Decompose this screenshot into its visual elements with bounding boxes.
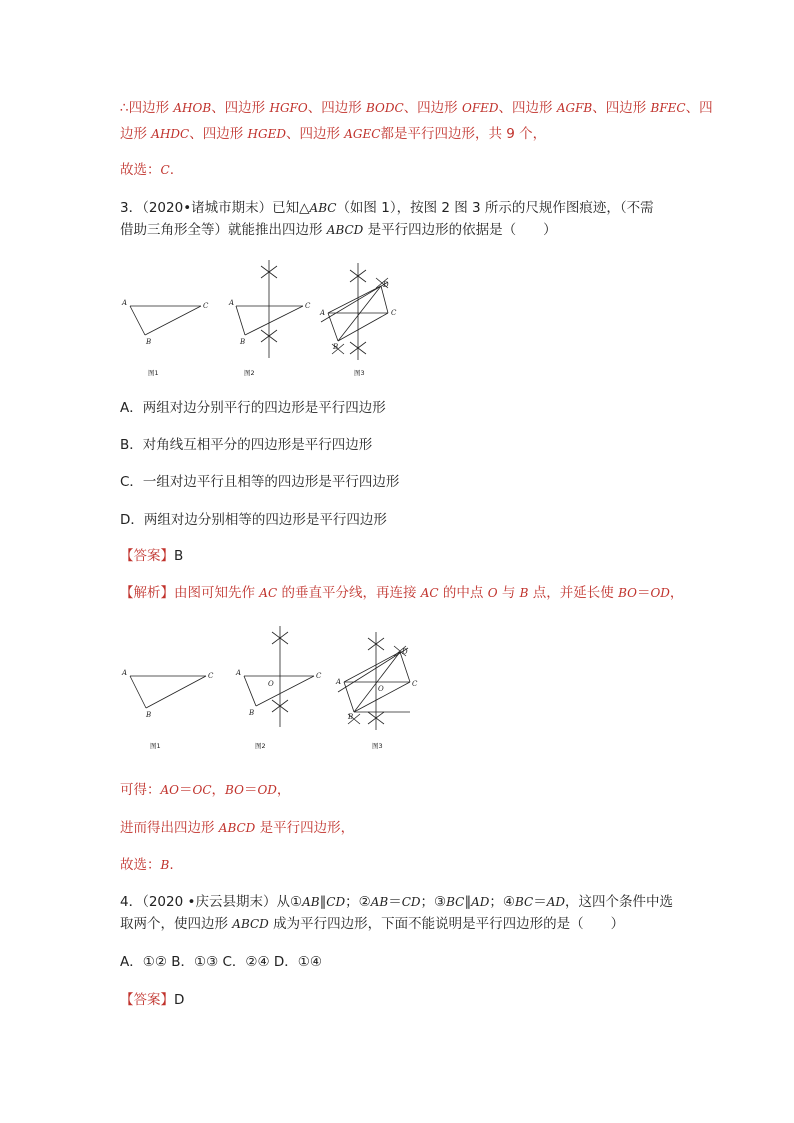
fig1-label-c: C: [203, 302, 209, 310]
ans2-line-1: ∴四边形 AHOB、四边形 HGFO、四边形 BODC、四边形 OFED、四边形 AGFB、四边形 BFEC、四: [120, 100, 713, 116]
afig2-label-o: O: [268, 680, 274, 688]
afig2-label-b: B: [249, 709, 255, 717]
afig2-caption: 图2: [255, 742, 266, 750]
figure-2-construction: [236, 260, 303, 358]
fig2-label-a: A: [229, 299, 235, 307]
fig3-label-c: C: [391, 309, 397, 317]
afig3-label-o: O: [378, 685, 384, 693]
afig3-caption: 图3: [372, 742, 383, 750]
analysis-figure-1: [130, 676, 206, 708]
fig2-label-b: B: [240, 338, 246, 346]
q3-stem-line-1: 3．（2020•诸城市期末）已知△ABC（如图 1），按图 2 图 3 所示的尺规作图痕迹，（不需: [120, 200, 654, 216]
q3-option-b: B．对角线互相平分的四边形是平行四边形: [120, 437, 373, 453]
fig3-label-d: D: [383, 281, 389, 289]
afig3-label-b: B: [348, 713, 354, 721]
fig1-caption: 图1: [148, 369, 159, 377]
q4-answer: 【答案】D: [120, 992, 185, 1008]
fig2-caption: 图2: [244, 369, 255, 377]
q4-stem-line-2: 取两个，使四边形 ABCD 成为平行四边形，下面不能说明是平行四边形的是（ ）: [120, 916, 625, 932]
afig1-caption: 图1: [150, 742, 161, 750]
fig3-caption: 图3: [354, 369, 365, 377]
q3-option-a: A．两组对边分别平行的四边形是平行四边形: [120, 400, 386, 416]
q3-result-2: 进而得出四边形 ABCD 是平行四边形，: [120, 820, 355, 836]
q4-options: A．①② B．①③ C．②④ D．①④: [120, 954, 323, 970]
ans2-choose: 故选：C.: [120, 162, 174, 178]
afig3-label-d: D: [402, 648, 408, 656]
afig2-label-a: A: [236, 669, 242, 677]
q3-option-d: D．两组对边分别相等的四边形是平行四边形: [120, 512, 387, 528]
q4-stem-line-1: 4．（2020 •庆云县期末）从①AB∥CD；②AB＝CD；③BC∥AD；④BC＝AD，这四个条件中选: [120, 894, 674, 910]
figure-1-triangle: [130, 306, 201, 335]
figure-3-parallelogram: [321, 263, 388, 360]
q3-result-1: 可得：AO＝OC，BO＝OD，: [120, 782, 291, 798]
afig3-label-a: A: [336, 678, 342, 686]
fig2-label-c: C: [305, 302, 311, 310]
q3-option-c: C．一组对边平行且相等的四边形是平行四边形: [120, 474, 400, 490]
fig3-label-a: A: [320, 309, 326, 317]
q3-analysis: 【解析】由图可知先作 AC 的垂直平分线，再连接 AC 的中点 O 与 B 点，并延长使 BO＝OD，: [120, 585, 684, 601]
analysis-figures: [118, 622, 428, 761]
afig2-label-c: C: [316, 672, 322, 680]
fig1-label-a: A: [122, 299, 128, 307]
fig1-label-b: B: [146, 338, 152, 346]
afig1-label-b: B: [146, 711, 152, 719]
afig3-label-c: C: [412, 680, 418, 688]
q3-choose: 故选：B.: [120, 857, 174, 873]
q3-stem-line-2: 借助三角形全等）就能推出四边形 ABCD 是平行四边形的依据是（ ）: [120, 222, 557, 238]
analysis-figure-2: [244, 626, 314, 727]
q3-answer: 【答案】B: [120, 548, 184, 564]
afig1-label-a: A: [122, 669, 128, 677]
fig3-label-b: B: [333, 343, 339, 351]
q3-figures: [118, 258, 418, 387]
afig1-label-c: C: [208, 672, 214, 680]
ans2-line-2: 边形 AHDC、四边形 HGED、四边形 AGEC都是平行四边形，共 9 个，: [120, 126, 547, 142]
